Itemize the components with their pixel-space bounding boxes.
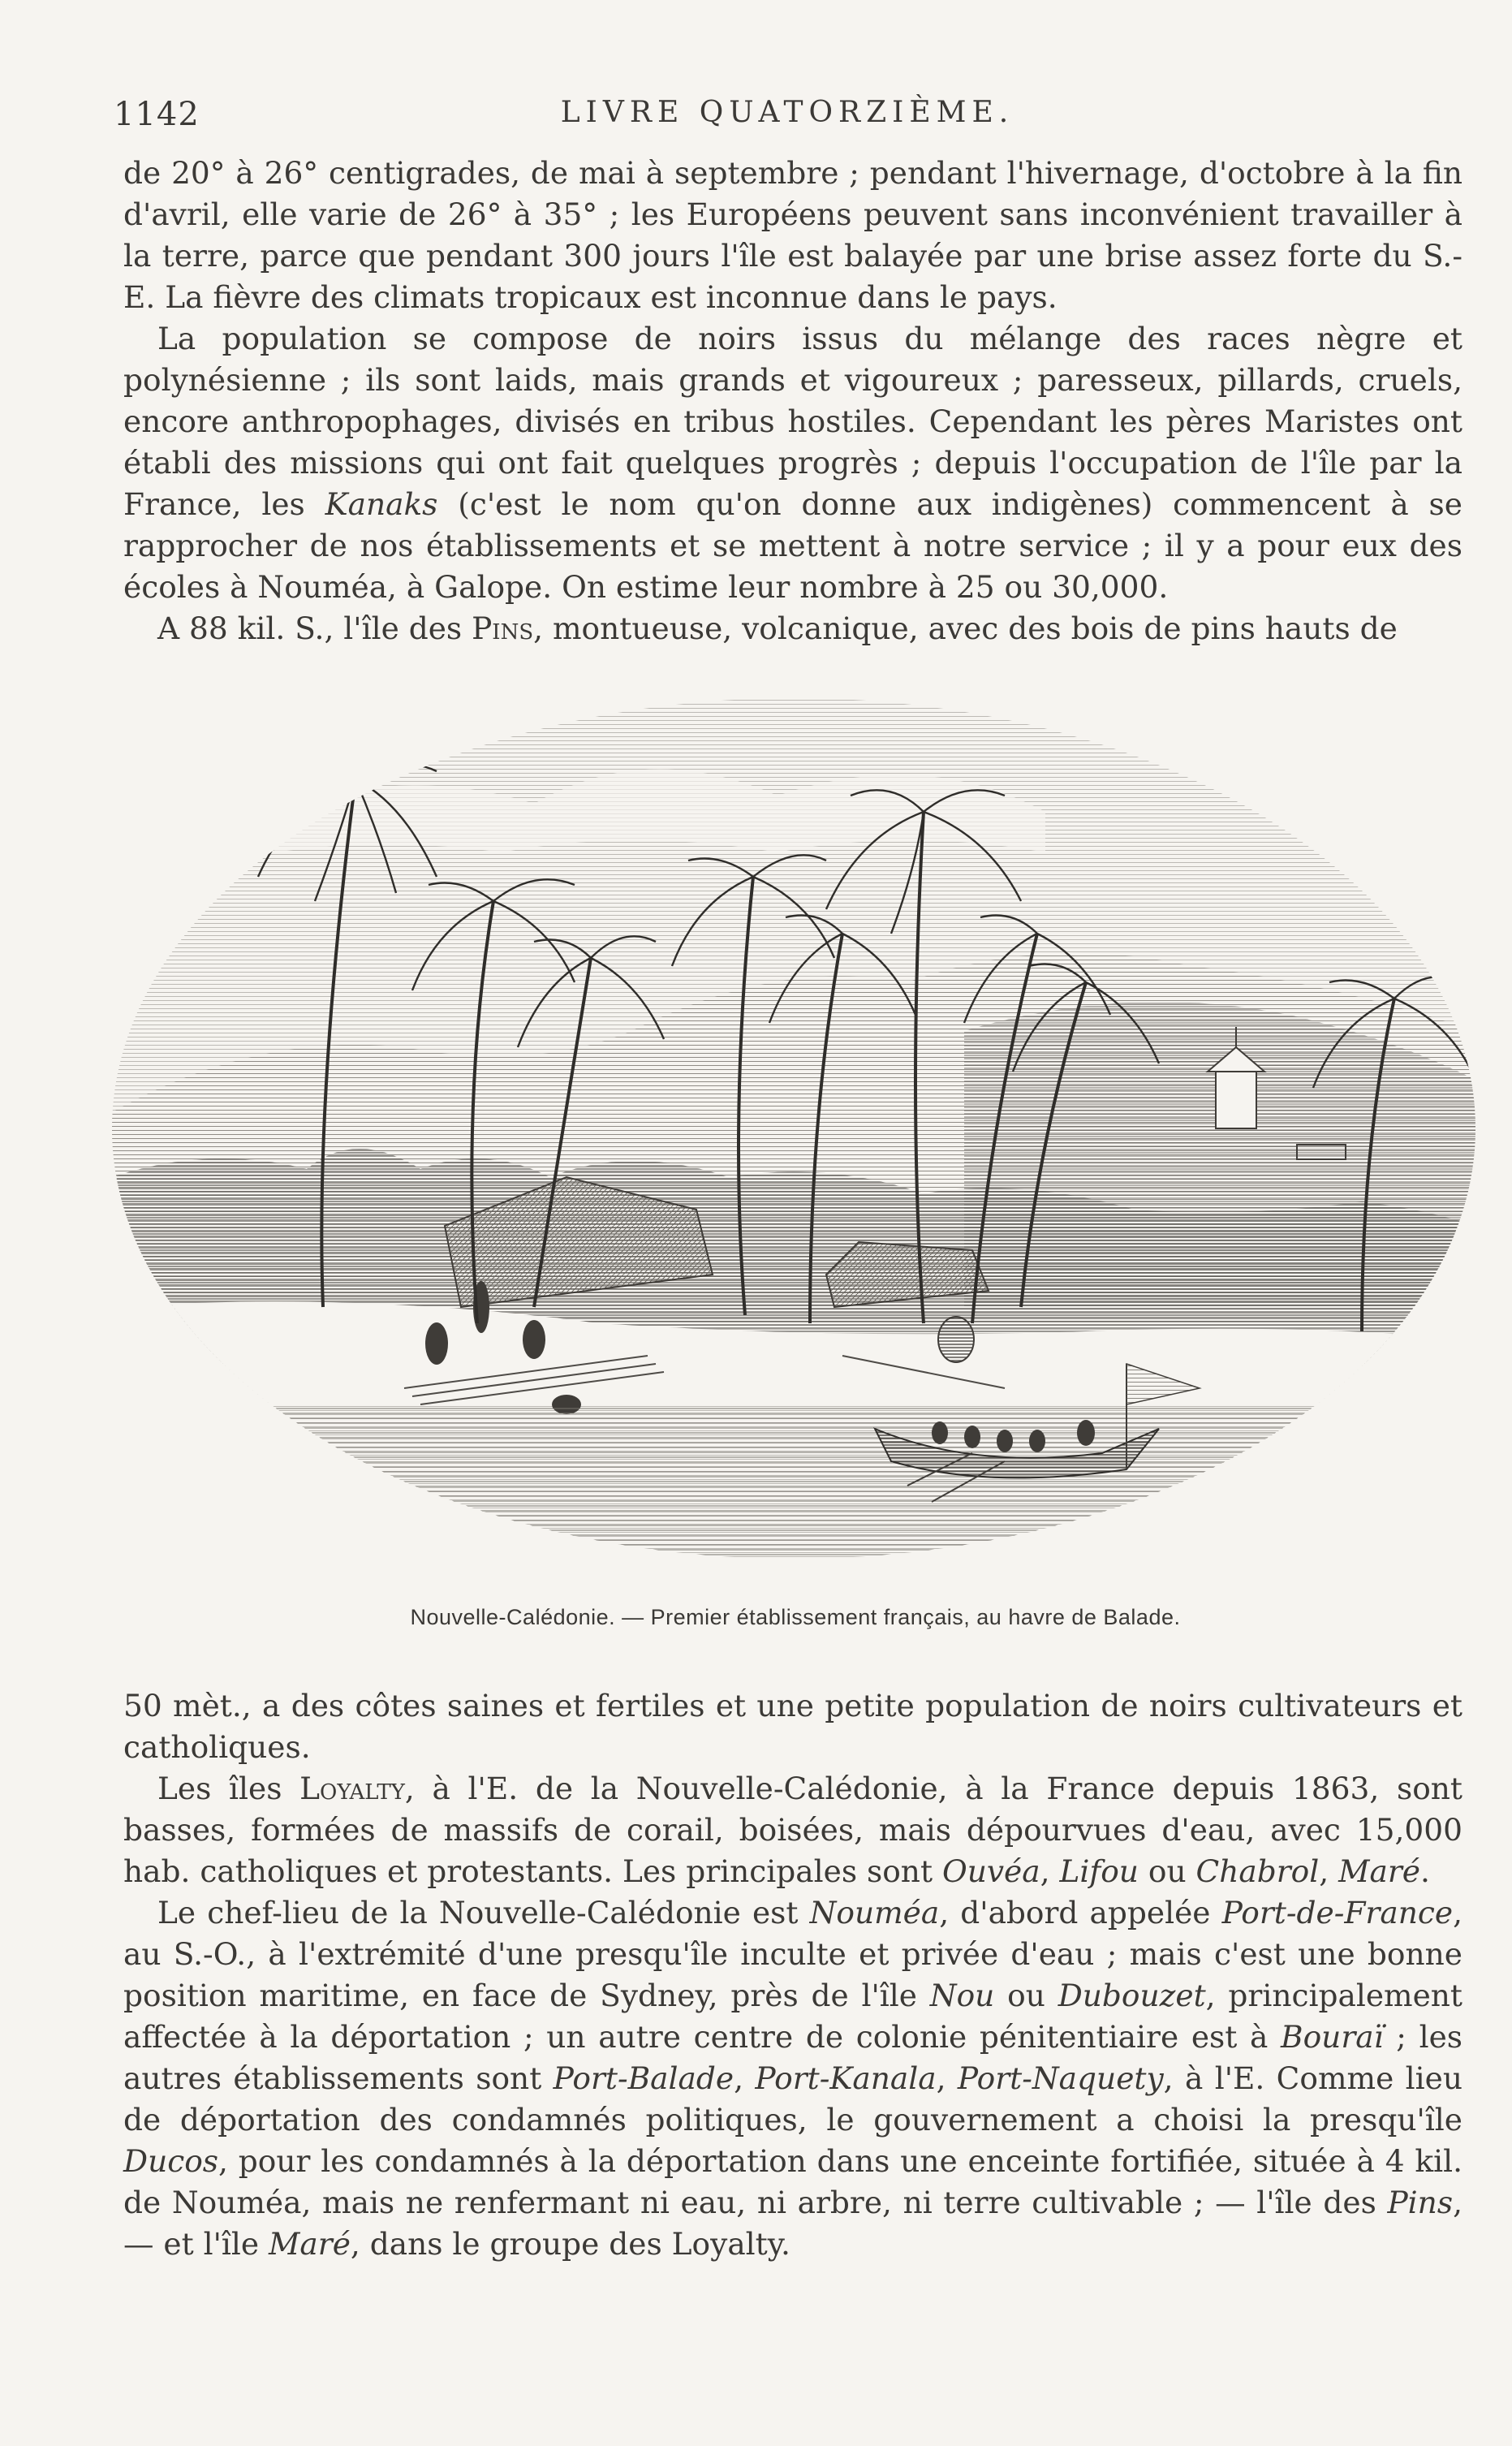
page-number: 1142	[114, 96, 200, 133]
engraving-illustration	[112, 690, 1475, 1567]
text-run: (c'est le nom qu'on donne aux indigènes) commencent à se rapprocher de nos établissements et se mettent à notre service ; il y a pour eux des écoles à Nouméa, à Galope. On estime leur nombre à 25 ou 30,000.	[123, 486, 1462, 605]
text-run: ou	[994, 1978, 1058, 2013]
italic-text: Lifou	[1059, 1853, 1139, 1889]
engraving-image	[112, 690, 1475, 1567]
text-run: , montueuse, volcanique, avec des bois de pins hauts de	[533, 610, 1398, 646]
text-run: ,	[734, 2060, 756, 2096]
figure-caption: Nouvelle-Calédonie. — Premier établissement français, au havre de Balade.	[410, 1605, 1181, 1629]
italic-text: Pins	[1387, 2185, 1454, 2220]
italic-text: Dubouzet	[1058, 1978, 1206, 2013]
text-block-bottom	[123, 1685, 1462, 2265]
italic-text: Ducos	[123, 2143, 219, 2179]
italic-text: Port-Naquety	[957, 2060, 1164, 2096]
italic-text: Maré	[1338, 1853, 1420, 1889]
small-caps-text: Loyalty	[299, 1771, 405, 1806]
small-caps-text: Pins	[472, 610, 534, 646]
paragraph	[123, 608, 1462, 649]
paragraph	[123, 318, 1462, 608]
text-run: , principalement affectée à la déportation ; un autre centre de colonie pénitentiaire est à	[123, 1978, 1462, 2055]
italic-text: Nouméa	[809, 1895, 940, 1930]
running-head	[114, 96, 1461, 136]
text-run: ; les autres établissements sont	[123, 2019, 1463, 2096]
italic-text: Chabrol	[1195, 1853, 1320, 1889]
italic-text: Bouraï	[1281, 2019, 1384, 2055]
text-run: , dans le groupe des Loyalty.	[350, 2226, 790, 2262]
paragraph	[123, 1685, 1462, 1768]
text-run: .	[1419, 1853, 1430, 1889]
text-run: , à l'E. Comme lieu de déportation des condamnés politiques, le gouvernement a choisi la presqu'île	[123, 2060, 1462, 2138]
text-run: La population se compose de noirs issus du mélange des races nègre et polynésienne ; ils sont laids, mais grands et vigoureux ; paresseux, pillards, cruels, encore anthropophages, divisés en tribus hostiles. Cependant les pères Maristes ont établi des missions qui ont fait quelques progrès ; depuis l'occupation de l'île par la France, les	[123, 321, 1462, 522]
text-run: , d'abord appelée	[939, 1895, 1222, 1930]
text-run: , — et l'île	[123, 2185, 1462, 2262]
italic-text: Port-de-France	[1221, 1895, 1454, 1930]
italic-text: Maré	[269, 2226, 351, 2262]
text-run: ,	[1040, 1853, 1060, 1889]
paragraph	[123, 153, 1462, 318]
text-run: de 20° à 26° centigrades, de mai à septembre ; pendant l'hivernage, d'octobre à la fin d'avril, elle varie de 26° à 35° ; les Européens peuvent sans inconvénient travailler à la terre, parce que pendant 300 jours l'île est balayée par une brise assez forte du S.-E. La fièvre des climats tropicaux est inconnue dans le pays.	[123, 155, 1462, 315]
text-run: ,	[1319, 1853, 1339, 1889]
italic-text: Kanaks	[325, 486, 438, 522]
text-run: , à l'E. de la Nouvelle-Calédonie, à la France depuis 1863, sont basses, formées de massifs de corail, boisées, mais dépourvues d'eau, avec 15,000 hab. catholiques et protestants. Les principales sont	[123, 1771, 1462, 1889]
text-run: A 88 kil. S., l'île des	[157, 610, 472, 646]
text-run: ,	[936, 2060, 958, 2096]
text-run: Les îles	[157, 1771, 300, 1806]
italic-text: Port-Balade	[553, 2060, 734, 2096]
text-run: , au S.-O., à l'extrémité d'une presqu'île inculte et privée d'eau ; mais c'est une bonne position maritime, en face de Sydney, près de l'île	[123, 1895, 1462, 2013]
text-run: ou	[1138, 1853, 1196, 1889]
book-title: LIVRE QUATORZIÈME.	[560, 96, 1014, 129]
italic-text: Ouvéa	[941, 1853, 1040, 1889]
text-run: Le chef-lieu de la Nouvelle-Calédonie est	[157, 1895, 810, 1930]
paragraph	[123, 1892, 1462, 2265]
text-block-top	[123, 153, 1462, 649]
italic-text: Port-Kanala	[755, 2060, 937, 2096]
text-run: 50 mèt., a des côtes saines et fertiles et une petite population de noirs cultivateurs et catholiques.	[123, 1688, 1462, 1765]
italic-text: Nou	[929, 1978, 995, 2013]
paragraph	[123, 1768, 1462, 1892]
text-run: , pour les condamnés à la déportation dans une enceinte fortifiée, située à 4 kil. de Nouméa, mais ne renfermant ni eau, ni arbre, ni terre cultivable ; — l'île des	[123, 2143, 1462, 2220]
